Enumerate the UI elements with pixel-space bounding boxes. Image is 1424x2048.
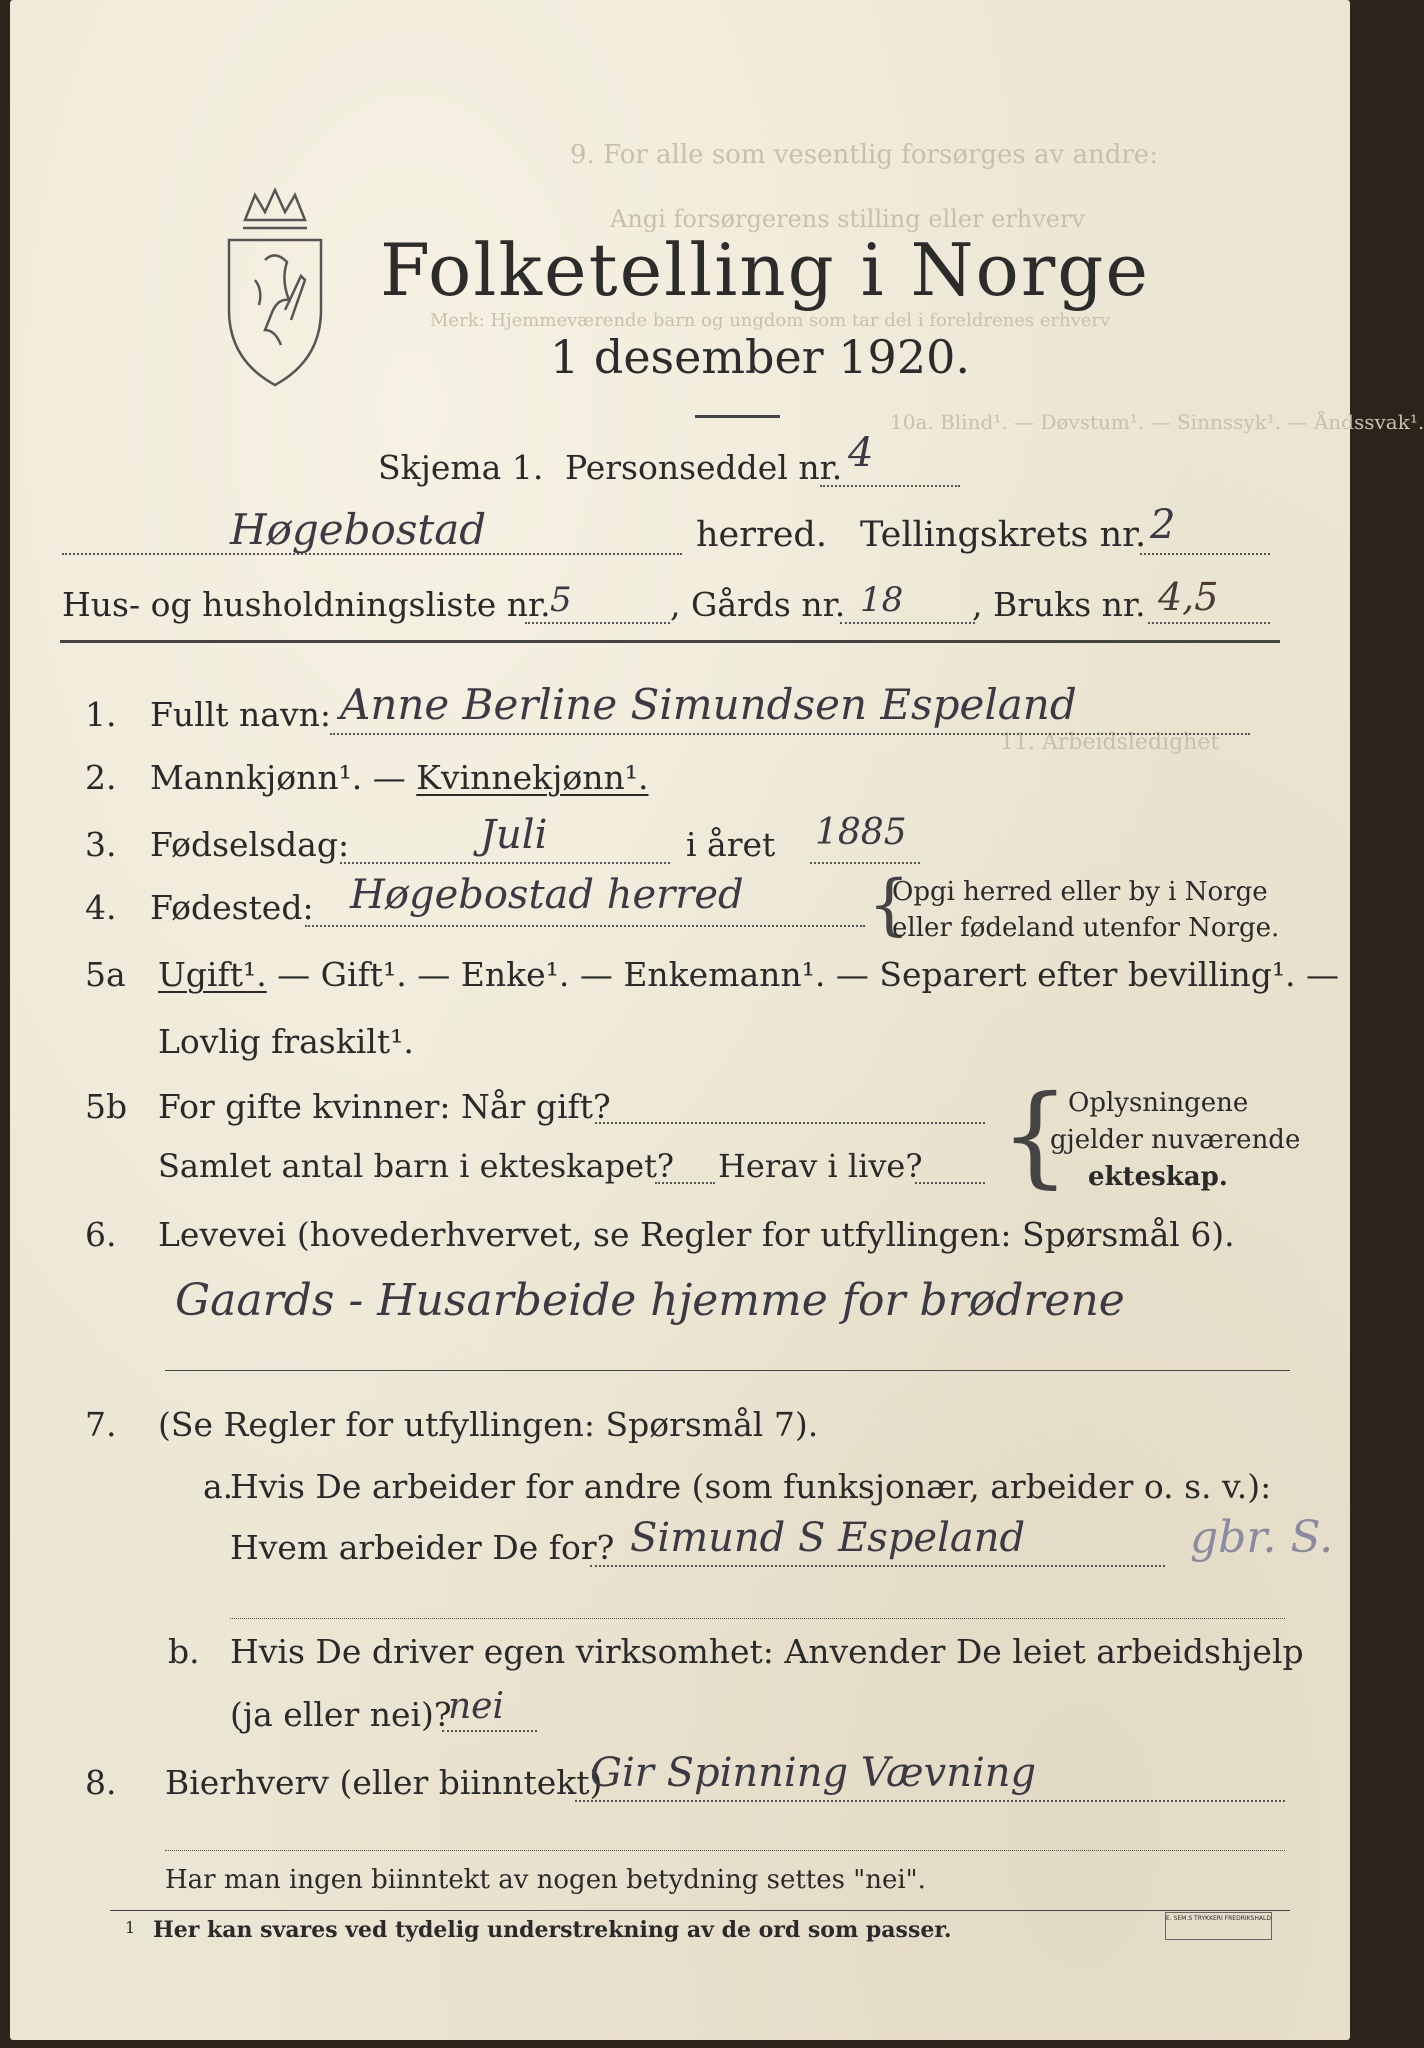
q5a-options <box>158 955 1339 994</box>
q2-kvinne-option[interactable]: Kvinnekjønn¹. <box>416 758 649 797</box>
bruks-value: 4,5 <box>1158 575 1219 619</box>
gards-line <box>840 622 975 624</box>
printer-stamp <box>1165 1912 1272 1940</box>
q5b-live-label: Herav i live? <box>718 1147 923 1185</box>
q5b-barn-line <box>655 1182 715 1184</box>
q8-number: 8. <box>85 1763 117 1802</box>
q6-number: 6. <box>85 1215 117 1254</box>
q8-extra-line <box>165 1850 1285 1851</box>
q5b-live-line <box>915 1182 985 1184</box>
ghost-line-1: 9. For alle som vesentlig forsørges av andre: <box>570 140 1158 170</box>
q2-mann-option[interactable]: Mannkjønn¹. <box>150 758 363 797</box>
q7a-extra-line <box>230 1618 1285 1619</box>
q7a-letter: a. <box>203 1467 234 1506</box>
q7a-hvem-value: Simund S Espeland <box>630 1515 1026 1561</box>
herred-label: herred. <box>696 515 827 555</box>
q7b-letter: b. <box>168 1632 200 1671</box>
q8-value: Gir Spinning Vævning <box>590 1750 1037 1796</box>
ghost-line-5: 11. Arbeidsledighet <box>1000 730 1220 755</box>
q4-label: Fødested: <box>150 888 314 927</box>
q7a-hvem-line <box>590 1565 1165 1567</box>
q5b-note-line3: ekteskap. <box>1088 1162 1228 1192</box>
q2-options <box>150 758 649 797</box>
census-form-page <box>10 0 1424 2040</box>
q5b-number: 5b <box>85 1087 128 1126</box>
bruks-line <box>1148 622 1270 624</box>
printer-stamp-text: E. SEM.S TRYKKERI FREDRIKSHALD <box>1166 1915 1271 1922</box>
q7a-label: Hvis De arbeider for andre (som funksjonær, arbeider o. s. v.): <box>230 1467 1272 1506</box>
form-subtitle: 1 desember 1920. <box>550 330 970 384</box>
q4-note-line2: eller fødeland utenfor Norge. <box>892 913 1280 943</box>
q1-label: Fullt navn: <box>150 695 331 734</box>
title-divider <box>695 415 780 418</box>
q4-note-line1: Opgi herred eller by i Norge <box>892 877 1268 907</box>
personseddel-line <box>820 485 960 487</box>
gards-value: 18 <box>860 580 904 620</box>
bruks-label: , Bruks nr. <box>972 585 1146 624</box>
q3-year-value: 1885 <box>815 812 907 853</box>
q7b-label: Hvis De driver egen virksomhet: Anvender De leiet arbeidshjelp <box>230 1632 1304 1671</box>
gards-label: , Gårds nr. <box>670 585 846 624</box>
q4-brace: { <box>868 866 910 943</box>
q1-number: 1. <box>85 695 117 734</box>
q5b-label: For gifte kvinner: Når gift? <box>158 1087 611 1126</box>
q6-value: Gaards - Husarbeide hjemme for brødrene <box>175 1275 1125 1326</box>
q7b-line <box>442 1730 537 1732</box>
tellingskrets-label: Tellingskrets nr. <box>860 515 1147 555</box>
tellingskrets-line <box>1140 553 1270 555</box>
husliste-line <box>525 622 670 624</box>
form-title: Folketelling i Norge <box>380 228 1150 312</box>
q5a-number: 5a <box>85 955 126 994</box>
q5a-ugift-option[interactable]: Ugift¹. <box>158 955 267 994</box>
schema-label: Skjema 1. <box>378 448 544 487</box>
q3-year-label: i året <box>686 825 776 864</box>
footnote-mark: 1 <box>125 1918 136 1937</box>
q4-line <box>305 925 865 927</box>
q7-number: 7. <box>85 1405 117 1444</box>
q5a-other-options[interactable]: — Gift¹. — Enke¹. — Enkemann¹. — Separert efter bevilling¹. — <box>266 955 1340 994</box>
norway-coat-of-arms-icon <box>215 180 335 390</box>
footnote-text: Her kan svares ved tydelig understrekning av de ord som passer. <box>153 1917 952 1943</box>
q5b-barn-label: Samlet antal barn i ekteskapet? <box>158 1147 675 1185</box>
q8-line <box>575 1800 1285 1802</box>
q2-number: 2. <box>85 758 117 797</box>
q5b-note-line2: gjelder nuværende <box>1050 1125 1301 1155</box>
q3-year-line <box>810 862 920 864</box>
ghost-line-2: Angi forsørgerens stilling eller erhverv <box>610 205 1086 233</box>
personseddel-value: 4 <box>848 430 874 476</box>
q1-value: Anne Berline Simundsen Espeland <box>340 680 1077 729</box>
husliste-label: Hus- og husholdningsliste nr. <box>62 585 551 624</box>
q5b-gift-line <box>595 1122 985 1124</box>
husliste-value: 5 <box>550 580 572 620</box>
herred-value: Høgebostad <box>230 505 487 554</box>
q5b-brace: { <box>1000 1071 1070 1199</box>
q3-line <box>340 862 670 864</box>
tellingskrets-value: 2 <box>1150 502 1176 548</box>
q4-value: Høgebostad herred <box>350 872 744 918</box>
personseddel-label: Personseddel nr. <box>565 448 843 487</box>
footer-note: Har man ingen biinntekt av nogen betydning settes "nei". <box>165 1865 926 1895</box>
q3-label: Fødselsdag: <box>150 825 350 864</box>
q7b-jaeller-label: (ja eller nei)? <box>230 1695 452 1734</box>
q7a-margin-note: gbr. S. <box>1190 1512 1334 1563</box>
q3-value: Juli <box>480 812 548 858</box>
q8-label: Bierhverv (eller biinntekt) <box>165 1763 603 1802</box>
q6-line <box>165 1370 1290 1371</box>
footer-rule <box>110 1910 1290 1911</box>
q6-label: Levevei (hovederhvervet, se Regler for utfyllingen: Spørsmål 6). <box>158 1215 1235 1254</box>
q1-line <box>330 733 1250 735</box>
header-rule <box>60 640 1280 643</box>
q7-label: (Se Regler for utfyllingen: Spørsmål 7). <box>158 1405 819 1444</box>
q5b-note-line1: Oplysningene <box>1068 1088 1249 1118</box>
ghost-line-3: Merk: Hjemmeværende barn og ungdom som tar del i foreldrenes erhverv <box>430 310 1111 331</box>
q7b-value: nei <box>448 1686 505 1727</box>
ghost-line-4: 10a. Blind¹. — Døvstum¹. — Sinnssyk¹. — Åndssvak¹. <box>890 410 1424 434</box>
q4-number: 4. <box>85 888 117 927</box>
q7a-hvem-label: Hvem arbeider De for? <box>230 1528 615 1567</box>
q2-separator: — <box>362 758 417 797</box>
q5a-fraskilt-option[interactable]: Lovlig fraskilt¹. <box>158 1022 414 1061</box>
q3-number: 3. <box>85 825 117 864</box>
